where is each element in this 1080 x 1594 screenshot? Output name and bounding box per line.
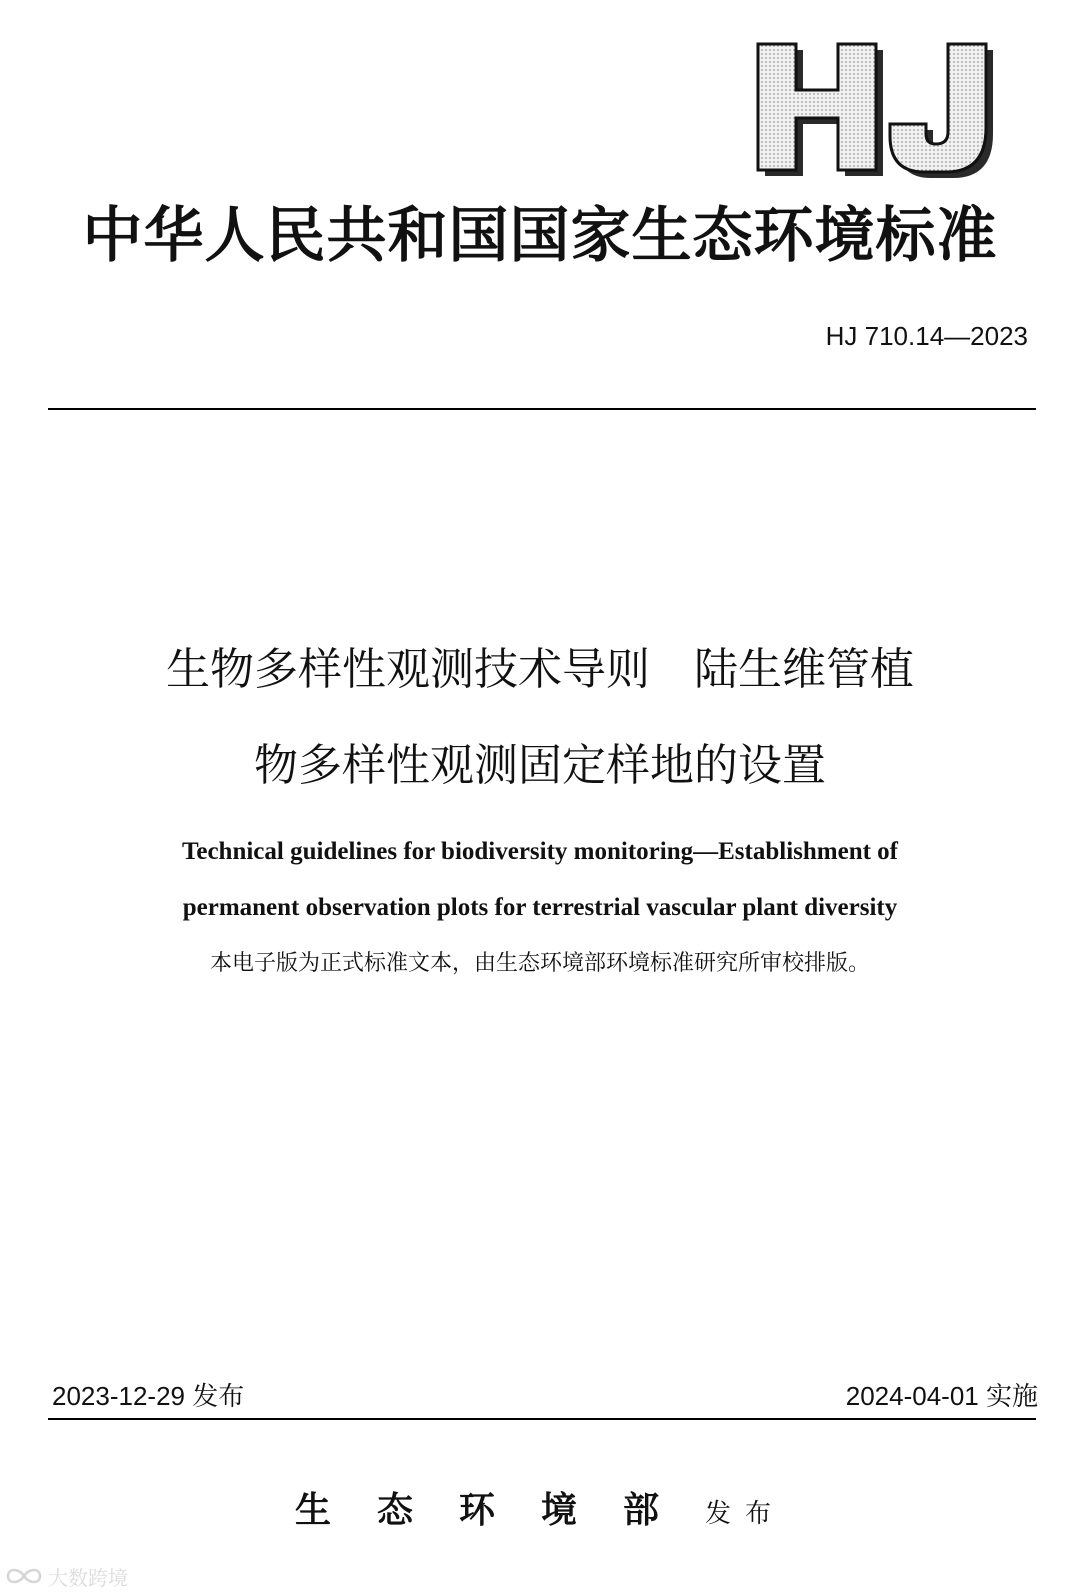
- document-title-cn-line2: 物多样性观测固定样地的设置: [254, 740, 826, 791]
- infinity-logo-icon: [4, 1565, 44, 1587]
- issuer-line: [0, 1486, 1080, 1541]
- watermark-text: 大数跨境: [48, 1565, 128, 1590]
- hj-logo-icon: [756, 40, 1016, 178]
- document-title-en-line1: Technical guidelines for biodiversity monitoring—Establishment of: [181, 838, 899, 865]
- standard-number: HJ 710.14—2023: [825, 321, 1028, 351]
- bottom-divider: [48, 1418, 1036, 1420]
- standard-category-title: 中华人民共和国国家生态环境标准: [82, 201, 998, 271]
- issuer-suffix: 发布: [705, 1499, 786, 1529]
- issue-date: 2023-12-29 发布: [52, 1381, 245, 1411]
- watermark: [4, 1562, 128, 1590]
- top-divider: [48, 408, 1036, 410]
- document-title-cn-line1: 生物多样性观测技术导则 陆生维管植: [166, 644, 914, 695]
- hj-logo: [756, 40, 1016, 178]
- issuer-name: 生态环境部: [294, 1489, 705, 1531]
- implementation-date: 2024-04-01 实施: [845, 1381, 1038, 1411]
- edition-note: 本电子版为正式标准文本，由生态环境部环境标准研究所审校排版。: [209, 951, 870, 976]
- document-title-en-line2: permanent observation plots for terrestrial vascular plant diversity: [182, 894, 898, 921]
